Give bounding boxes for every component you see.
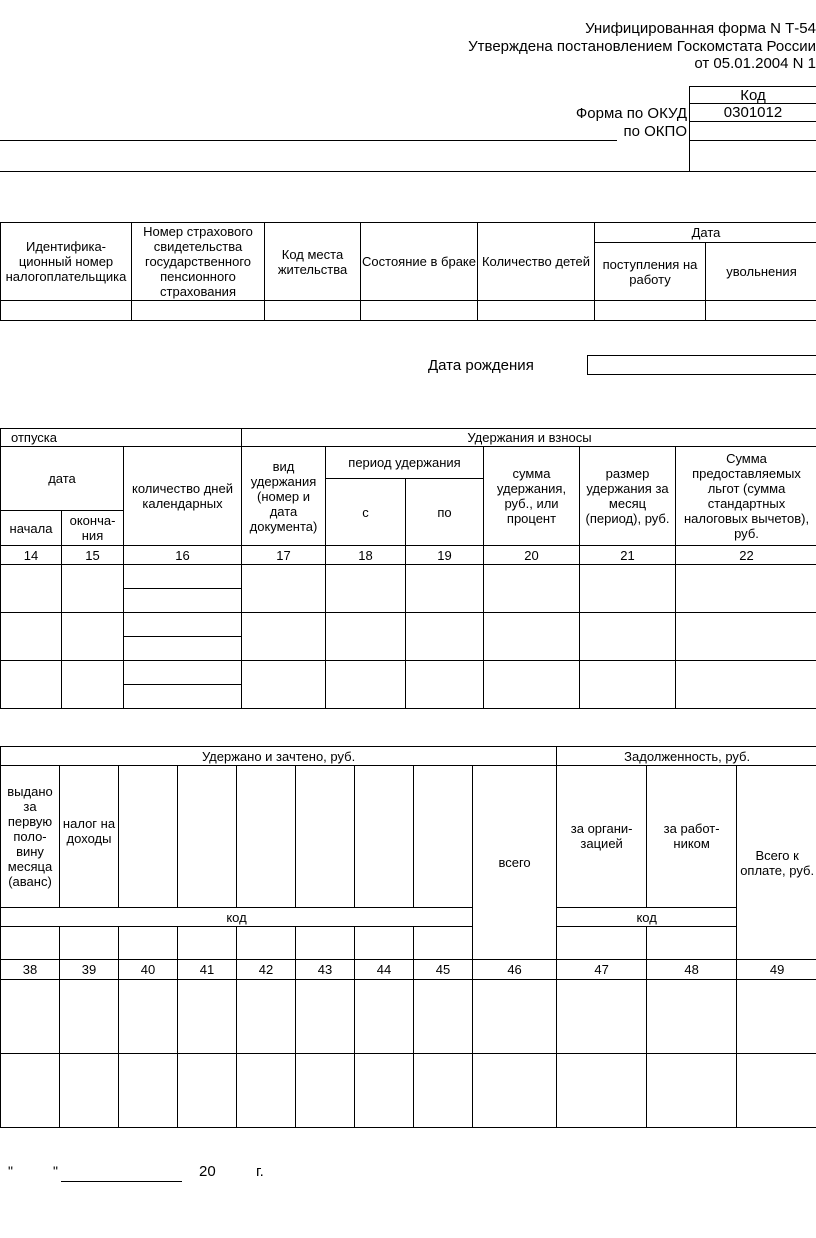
code-input[interactable] <box>355 927 414 960</box>
debt-group: Задолженность, руб. <box>557 747 816 766</box>
table-cell[interactable] <box>178 1054 237 1128</box>
table-cell[interactable] <box>355 980 414 1054</box>
approval-line: Утверждена постановлением Госкомстата России <box>468 38 816 55</box>
table-cell[interactable] <box>242 613 326 661</box>
col-vacation-end: оконча-ния <box>62 511 124 546</box>
col-period-to: по <box>406 479 484 546</box>
table-cell[interactable] <box>237 1054 296 1128</box>
col-number: 49 <box>737 960 816 980</box>
table-cell[interactable] <box>580 661 676 709</box>
col-number: 16 <box>124 546 242 565</box>
code-input[interactable] <box>119 927 178 960</box>
hire-date-input[interactable] <box>595 301 706 321</box>
table-cell[interactable] <box>326 613 406 661</box>
col-blank <box>414 766 473 908</box>
year-suffix: г. <box>256 1163 264 1180</box>
table-cell[interactable] <box>557 980 647 1054</box>
code-input[interactable] <box>1 927 60 960</box>
col-income-tax: налог на доходы <box>60 766 119 908</box>
payments-table <box>0 746 816 1128</box>
table-cell[interactable] <box>406 565 484 613</box>
table-cell[interactable] <box>473 1054 557 1128</box>
month-line[interactable] <box>61 1181 182 1182</box>
dismissal-date-input[interactable] <box>706 301 816 321</box>
approval-date: от 05.01.2004 N 1 <box>694 55 816 72</box>
col-blank <box>355 766 414 908</box>
year-prefix: 20 <box>199 1163 216 1180</box>
col-number: 41 <box>178 960 237 980</box>
col-number: 15 <box>62 546 124 565</box>
code-input[interactable] <box>60 927 119 960</box>
table-cell[interactable] <box>473 980 557 1054</box>
col-insurance-number: Номер страхового свидетельства государственного пенсионного страхования <box>132 223 265 301</box>
col-period-from: с <box>326 479 406 546</box>
table-cell[interactable] <box>124 637 242 661</box>
table-cell[interactable] <box>124 685 242 709</box>
col-blank <box>296 766 355 908</box>
table-cell[interactable] <box>1 980 60 1054</box>
form-title: Унифицированная форма N Т-54 <box>585 20 816 37</box>
table-cell[interactable] <box>580 613 676 661</box>
col-number: 46 <box>473 960 557 980</box>
table-cell[interactable] <box>1 565 62 613</box>
col-monthly-amount: размер удержания за месяц (период), руб. <box>580 447 676 546</box>
table-cell[interactable] <box>296 1054 355 1128</box>
col-vacation-days: количество дней календарных <box>124 447 242 546</box>
period-group: период удержания <box>326 447 484 479</box>
table-cell[interactable] <box>1 661 62 709</box>
table-cell[interactable] <box>242 565 326 613</box>
col-number: 48 <box>647 960 737 980</box>
withheld-group: Удержано и зачтено, руб. <box>1 747 557 766</box>
col-vacation-start: начала <box>1 511 62 546</box>
okud-code-cell[interactable] <box>689 103 816 122</box>
children-input[interactable] <box>478 301 595 321</box>
vacation-group: отпуска <box>1 429 242 447</box>
col-withholding-kind: вид удержания (номер и дата документа) <box>242 447 326 546</box>
col-total: всего <box>473 766 557 960</box>
birth-date-input[interactable] <box>587 355 816 375</box>
col-number: 20 <box>484 546 580 565</box>
okpo-code-cell[interactable] <box>689 121 816 141</box>
col-number: 22 <box>676 546 816 565</box>
code-input[interactable] <box>237 927 296 960</box>
okud-code-value: 0301012 <box>723 104 783 121</box>
table-cell[interactable] <box>60 980 119 1054</box>
code-input[interactable] <box>557 927 647 960</box>
table-cell[interactable] <box>1 613 62 661</box>
col-number: 45 <box>414 960 473 980</box>
col-advance: выдано за первую поло-вину месяца (аванс) <box>1 766 60 908</box>
table-cell[interactable] <box>484 565 580 613</box>
table-cell[interactable] <box>647 1054 737 1128</box>
residence-input[interactable] <box>265 301 361 321</box>
table-cell[interactable] <box>737 980 816 1054</box>
marital-input[interactable] <box>361 301 478 321</box>
table-cell[interactable] <box>62 565 124 613</box>
department-line <box>0 171 689 172</box>
table-cell[interactable] <box>119 980 178 1054</box>
code-header-cell <box>689 86 816 104</box>
col-number: 44 <box>355 960 414 980</box>
table-cell[interactable] <box>676 565 816 613</box>
col-withholding-sum: сумма удержания, руб., или процент <box>484 447 580 546</box>
quote-open: " <box>8 1163 13 1179</box>
table-cell[interactable] <box>124 613 242 637</box>
quote-close: " <box>53 1163 58 1179</box>
okpo-label: по ОКПО <box>623 123 687 140</box>
table-cell[interactable] <box>62 661 124 709</box>
col-number: 18 <box>326 546 406 565</box>
table-cell[interactable] <box>414 1054 473 1128</box>
col-benefits: Сумма предоставляемых льгот (сумма стандартных налоговых вычетов), руб. <box>676 447 816 546</box>
table-cell[interactable] <box>119 1054 178 1128</box>
inn-input[interactable] <box>1 301 132 321</box>
org-name-line <box>0 140 617 141</box>
col-total-pay: Всего к оплате, руб. <box>737 766 816 960</box>
col-debt-employee: за работ-ником <box>647 766 737 908</box>
col-children: Количество детей <box>478 223 595 301</box>
table-cell[interactable] <box>124 565 242 589</box>
col-number: 21 <box>580 546 676 565</box>
table-cell[interactable] <box>676 613 816 661</box>
code-label-1: код <box>1 908 473 927</box>
withholdings-table <box>0 428 816 709</box>
code-input[interactable] <box>647 927 737 960</box>
withholdings-group: Удержания и взносы <box>242 429 816 447</box>
table-cell[interactable] <box>296 980 355 1054</box>
table-cell[interactable] <box>124 589 242 613</box>
code-label-2: код <box>557 908 737 927</box>
col-number: 39 <box>60 960 119 980</box>
col-number: 17 <box>242 546 326 565</box>
table-cell[interactable] <box>557 1054 647 1128</box>
table-cell[interactable] <box>242 661 326 709</box>
table-cell[interactable] <box>355 1054 414 1128</box>
col-residence-code: Код места жительства <box>265 223 361 301</box>
col-blank <box>178 766 237 908</box>
col-number: 38 <box>1 960 60 980</box>
table-cell[interactable] <box>406 613 484 661</box>
birth-date-label: Дата рождения <box>428 357 534 374</box>
code-header: Код <box>740 86 766 104</box>
code-input[interactable] <box>414 927 473 960</box>
col-blank <box>237 766 296 908</box>
col-dismissal-date: увольнения <box>706 243 816 301</box>
col-number: 19 <box>406 546 484 565</box>
col-date-group: Дата <box>595 223 816 243</box>
col-number: 14 <box>1 546 62 565</box>
okud-label: Форма по ОКУД <box>575 105 687 122</box>
personal-info-table <box>0 222 816 321</box>
col-number: 40 <box>119 960 178 980</box>
table-cell[interactable] <box>124 661 242 685</box>
table-cell[interactable] <box>326 565 406 613</box>
col-number: 42 <box>237 960 296 980</box>
extra-code-cell[interactable] <box>689 140 816 172</box>
table-cell[interactable] <box>237 980 296 1054</box>
col-hire-date: поступления на работу <box>595 243 706 301</box>
table-cell[interactable] <box>737 1054 816 1128</box>
table-cell[interactable] <box>60 1054 119 1128</box>
table-cell[interactable] <box>178 980 237 1054</box>
table-cell[interactable] <box>484 661 580 709</box>
table-cell[interactable] <box>647 980 737 1054</box>
table-cell[interactable] <box>414 980 473 1054</box>
col-number: 43 <box>296 960 355 980</box>
col-marital-status: Состояние в браке <box>361 223 478 301</box>
col-number: 47 <box>557 960 647 980</box>
table-cell[interactable] <box>62 613 124 661</box>
vacation-date-group: дата <box>1 447 124 511</box>
code-input[interactable] <box>296 927 355 960</box>
table-cell[interactable] <box>1 1054 60 1128</box>
table-cell[interactable] <box>406 661 484 709</box>
table-cell[interactable] <box>676 661 816 709</box>
table-cell[interactable] <box>580 565 676 613</box>
col-debt-org: за органи-зацией <box>557 766 647 908</box>
table-cell[interactable] <box>484 613 580 661</box>
insurance-input[interactable] <box>132 301 265 321</box>
col-inn: Идентифика-ционный номер налогоплательщика <box>1 223 132 301</box>
code-input[interactable] <box>178 927 237 960</box>
table-cell[interactable] <box>326 661 406 709</box>
col-blank <box>119 766 178 908</box>
